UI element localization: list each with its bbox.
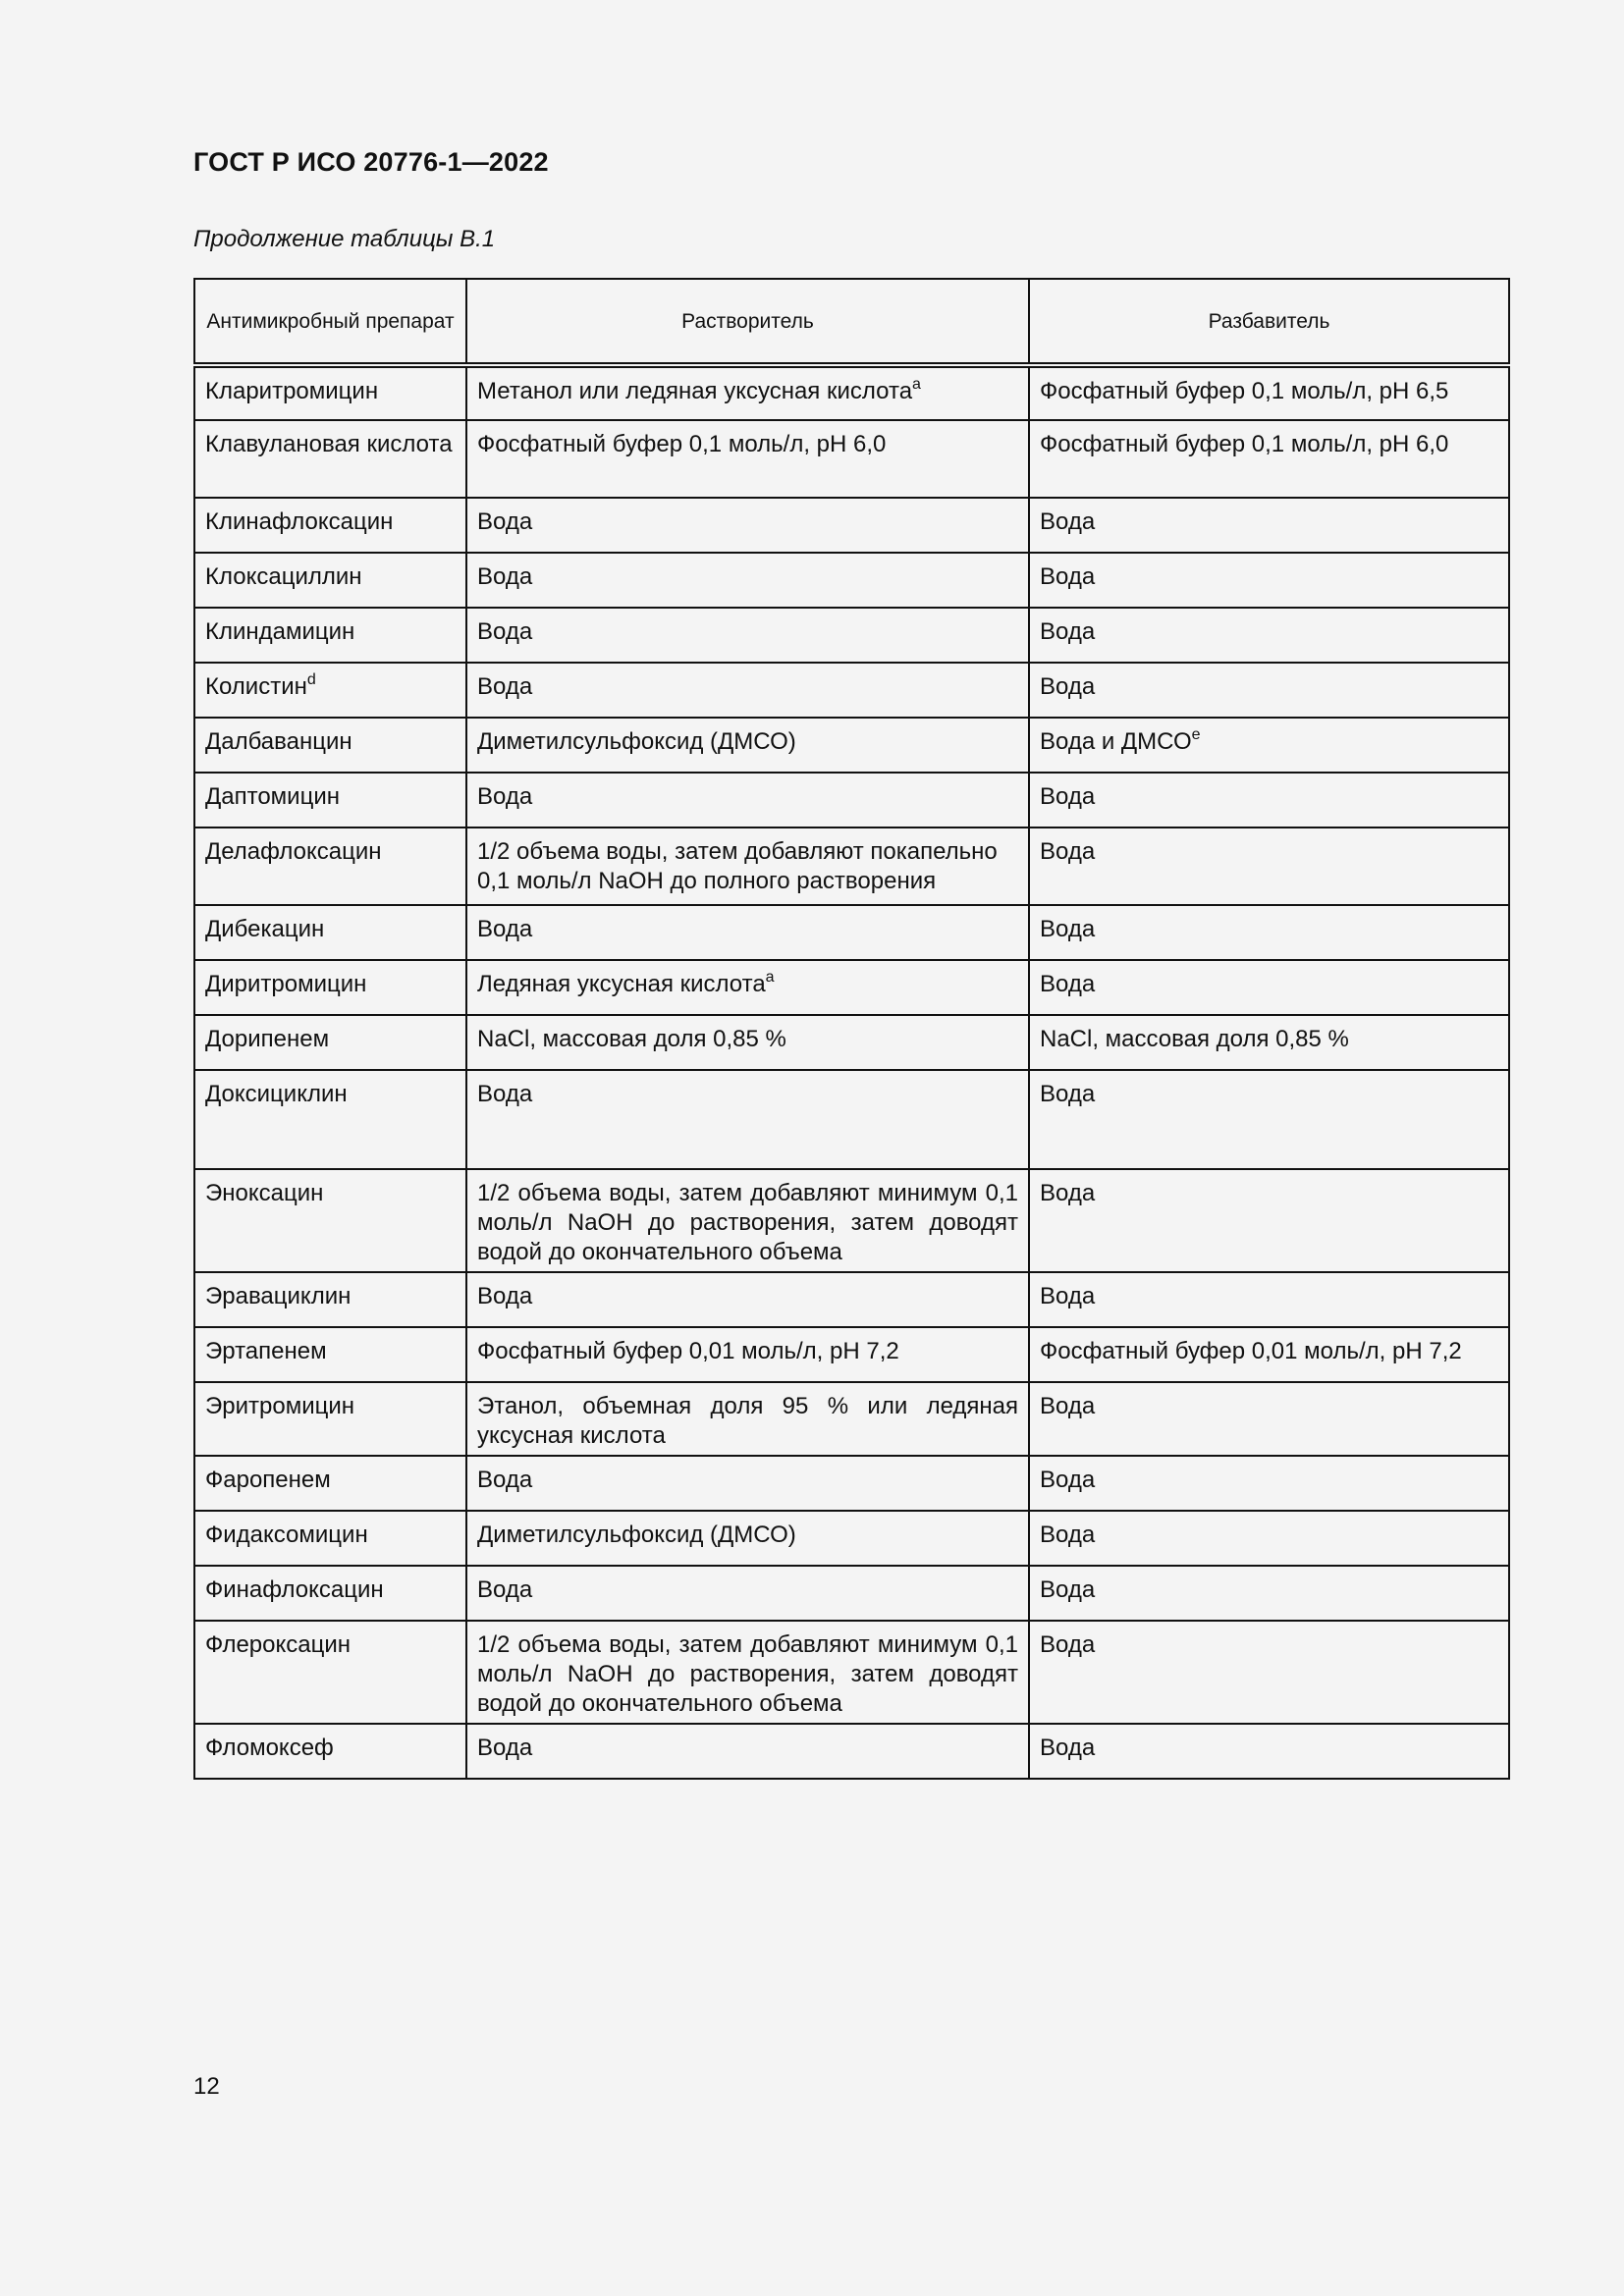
agent-name: Эритромицин	[205, 1393, 355, 1419]
table-row	[194, 905, 1509, 960]
diluent-text: Вода	[1040, 1522, 1096, 1548]
table-row	[194, 1456, 1509, 1511]
diluent-footnote-mark: e	[1191, 726, 1201, 743]
diluent-cell	[1029, 1511, 1509, 1566]
table-row	[194, 663, 1509, 718]
agent-cell	[194, 365, 466, 420]
agent-cell	[194, 663, 466, 718]
diluent-cell	[1029, 498, 1509, 553]
agent-name: Клавулановая кислота	[205, 431, 453, 457]
diluent-text: Фосфатный буфер 0,01 моль/л, pH 7,2	[1040, 1338, 1462, 1364]
diluent-cell	[1029, 828, 1509, 905]
table-header-row	[194, 279, 1509, 365]
diluent-text: Вода	[1040, 1081, 1096, 1107]
table-row	[194, 608, 1509, 663]
diluent-text: Фосфатный буфер 0,1 моль/л, pH 6,0	[1040, 431, 1449, 457]
solvent-cell	[466, 1511, 1029, 1566]
solvent-cell	[466, 365, 1029, 420]
diluent-text: NaCl, массовая доля 0,85 %	[1040, 1026, 1349, 1052]
diluent-text: Вода	[1040, 563, 1096, 590]
table-row	[194, 828, 1509, 905]
agent-name: Колистин	[205, 673, 307, 700]
diluent-text: Вода	[1040, 1393, 1096, 1419]
solvent-text: Вода	[477, 916, 533, 942]
solvent-text: 1/2 объема воды, затем добавляют минимум 0,1 моль/л NaOH до растворения, затем доводят водой до окончательного объема	[477, 1631, 1018, 1717]
agent-cell	[194, 905, 466, 960]
table-row	[194, 1327, 1509, 1382]
agent-cell	[194, 1511, 466, 1566]
document-header: ГОСТ Р ИСО 20776-1—2022	[193, 147, 549, 177]
table-row	[194, 365, 1509, 420]
agent-cell	[194, 718, 466, 773]
table-row	[194, 498, 1509, 553]
diluent-cell	[1029, 1070, 1509, 1169]
solvent-footnote-mark: a	[912, 376, 921, 393]
table-row	[194, 1015, 1509, 1070]
solvent-text: Фосфатный буфер 0,1 моль/л, pH 6,0	[477, 431, 887, 457]
solvent-cell	[466, 420, 1029, 498]
agent-footnote-mark: d	[306, 671, 316, 688]
solvent-cell	[466, 608, 1029, 663]
solvent-cell	[466, 1621, 1029, 1724]
antimicrobial-table	[193, 278, 1510, 1780]
agent-cell	[194, 1566, 466, 1621]
diluent-cell	[1029, 365, 1509, 420]
solvent-cell	[466, 1382, 1029, 1456]
agent-cell	[194, 1456, 466, 1511]
solvent-text: Вода	[477, 1283, 533, 1309]
diluent-cell	[1029, 608, 1509, 663]
diluent-cell	[1029, 905, 1509, 960]
agent-cell	[194, 828, 466, 905]
agent-name: Фломоксеф	[205, 1735, 334, 1761]
agent-name: Дибекацин	[205, 916, 325, 942]
agent-name: Эноксацин	[205, 1180, 324, 1206]
table-row	[194, 1724, 1509, 1779]
diluent-text: Фосфатный буфер 0,1 моль/л, pH 6,5	[1040, 378, 1449, 404]
solvent-cell	[466, 905, 1029, 960]
diluent-cell	[1029, 1621, 1509, 1724]
solvent-cell	[466, 1327, 1029, 1382]
diluent-text: Вода	[1040, 1467, 1096, 1493]
diluent-cell	[1029, 773, 1509, 828]
diluent-text: Вода	[1040, 673, 1096, 700]
solvent-cell	[466, 773, 1029, 828]
agent-name: Кларитромицин	[205, 378, 379, 404]
solvent-text: Вода	[477, 563, 533, 590]
solvent-text: Вода	[477, 1576, 533, 1603]
column-header-solvent: Растворитель	[466, 279, 1029, 365]
agent-name: Даптомицин	[205, 783, 340, 810]
solvent-text: Диметилсульфоксид (ДМСО)	[477, 728, 796, 755]
solvent-text: Диметилсульфоксид (ДМСО)	[477, 1522, 796, 1548]
table-row	[194, 1621, 1509, 1724]
solvent-cell	[466, 498, 1029, 553]
diluent-cell	[1029, 960, 1509, 1015]
diluent-cell	[1029, 1327, 1509, 1382]
diluent-text: Вода	[1040, 1180, 1096, 1206]
solvent-cell	[466, 663, 1029, 718]
agent-name: Фаропенем	[205, 1467, 331, 1493]
solvent-text: 1/2 объема воды, затем добавляют покапельно 0,1 моль/л NaOH до полного растворения	[477, 838, 998, 894]
column-header-diluent: Разбавитель	[1029, 279, 1509, 365]
agent-name: Эравациклин	[205, 1283, 352, 1309]
solvent-text: Фосфатный буфер 0,01 моль/л, pH 7,2	[477, 1338, 899, 1364]
agent-cell	[194, 1169, 466, 1272]
agent-cell	[194, 1724, 466, 1779]
agent-name: Клоксациллин	[205, 563, 362, 590]
solvent-text: 1/2 объема воды, затем добавляют минимум 0,1 моль/л NaOH до растворения, затем доводят водой до окончательного объема	[477, 1180, 1018, 1265]
table-row	[194, 1070, 1509, 1169]
diluent-text: Вода	[1040, 838, 1096, 865]
agent-cell	[194, 608, 466, 663]
diluent-cell	[1029, 663, 1509, 718]
diluent-text: Вода	[1040, 618, 1096, 645]
agent-cell	[194, 1272, 466, 1327]
agent-cell	[194, 773, 466, 828]
table-row	[194, 773, 1509, 828]
diluent-text: Вода	[1040, 1283, 1096, 1309]
solvent-cell	[466, 1015, 1029, 1070]
agent-name: Финафлоксацин	[205, 1576, 384, 1603]
agent-name: Доксициклин	[205, 1081, 348, 1107]
agent-name: Клинафлоксацин	[205, 508, 394, 535]
agent-name: Далбаванцин	[205, 728, 352, 755]
agent-name: Фидаксомицин	[205, 1522, 368, 1548]
agent-cell	[194, 420, 466, 498]
solvent-cell	[466, 1169, 1029, 1272]
agent-cell	[194, 498, 466, 553]
agent-cell	[194, 1015, 466, 1070]
solvent-text: Вода	[477, 508, 533, 535]
table-row	[194, 1511, 1509, 1566]
solvent-cell	[466, 1724, 1029, 1779]
solvent-text: Вода	[477, 673, 533, 700]
column-header-agent: Антимикробный препарат	[194, 279, 466, 365]
diluent-cell	[1029, 1272, 1509, 1327]
table-row	[194, 718, 1509, 773]
diluent-cell	[1029, 1015, 1509, 1070]
agent-name: Эртапенем	[205, 1338, 327, 1364]
page-number: 12	[193, 2073, 220, 2100]
diluent-text: Вода	[1040, 1631, 1096, 1658]
diluent-text: Вода	[1040, 916, 1096, 942]
agent-name: Делафлоксацин	[205, 838, 382, 865]
diluent-text: Вода	[1040, 783, 1096, 810]
solvent-text: Вода	[477, 1735, 533, 1761]
diluent-text: Вода	[1040, 1735, 1096, 1761]
diluent-cell	[1029, 553, 1509, 608]
solvent-cell	[466, 1272, 1029, 1327]
solvent-text: Вода	[477, 1467, 533, 1493]
diluent-cell	[1029, 1169, 1509, 1272]
agent-name: Клиндамицин	[205, 618, 355, 645]
diluent-text: Вода	[1040, 971, 1096, 997]
agent-cell	[194, 960, 466, 1015]
table-row	[194, 1566, 1509, 1621]
agent-name: Диритромицин	[205, 971, 367, 997]
solvent-text: Вода	[477, 783, 533, 810]
solvent-text: Этанол, объемная доля 95 % или ледяная уксусная кислота	[477, 1393, 1018, 1449]
diluent-cell	[1029, 1382, 1509, 1456]
agent-name: Флероксацин	[205, 1631, 352, 1658]
agent-cell	[194, 1070, 466, 1169]
table-caption: Продолжение таблицы В.1	[193, 226, 496, 252]
solvent-text: NaCl, массовая доля 0,85 %	[477, 1026, 786, 1052]
agent-cell	[194, 1382, 466, 1456]
diluent-cell	[1029, 1456, 1509, 1511]
solvent-cell	[466, 1566, 1029, 1621]
solvent-text: Вода	[477, 1081, 533, 1107]
table-row	[194, 960, 1509, 1015]
diluent-cell	[1029, 1724, 1509, 1779]
solvent-footnote-mark: a	[765, 969, 775, 986]
solvent-text: Ледяная уксусная кислота	[477, 971, 766, 997]
agent-cell	[194, 553, 466, 608]
diluent-cell	[1029, 420, 1509, 498]
table-row	[194, 1382, 1509, 1456]
diluent-cell	[1029, 718, 1509, 773]
solvent-cell	[466, 553, 1029, 608]
solvent-text: Метанол или ледяная уксусная кислота	[477, 378, 913, 404]
solvent-cell	[466, 1070, 1029, 1169]
solvent-cell	[466, 1456, 1029, 1511]
agent-cell	[194, 1327, 466, 1382]
table-row	[194, 1169, 1509, 1272]
agent-name: Дорипенем	[205, 1026, 330, 1052]
diluent-text: Вода	[1040, 1576, 1096, 1603]
diluent-text: Вода	[1040, 508, 1096, 535]
solvent-cell	[466, 718, 1029, 773]
solvent-cell	[466, 828, 1029, 905]
table-row	[194, 420, 1509, 498]
table-row	[194, 553, 1509, 608]
solvent-cell	[466, 960, 1029, 1015]
diluent-cell	[1029, 1566, 1509, 1621]
diluent-text: Вода и ДМСО	[1040, 728, 1192, 755]
table-row	[194, 1272, 1509, 1327]
agent-cell	[194, 1621, 466, 1724]
solvent-text: Вода	[477, 618, 533, 645]
